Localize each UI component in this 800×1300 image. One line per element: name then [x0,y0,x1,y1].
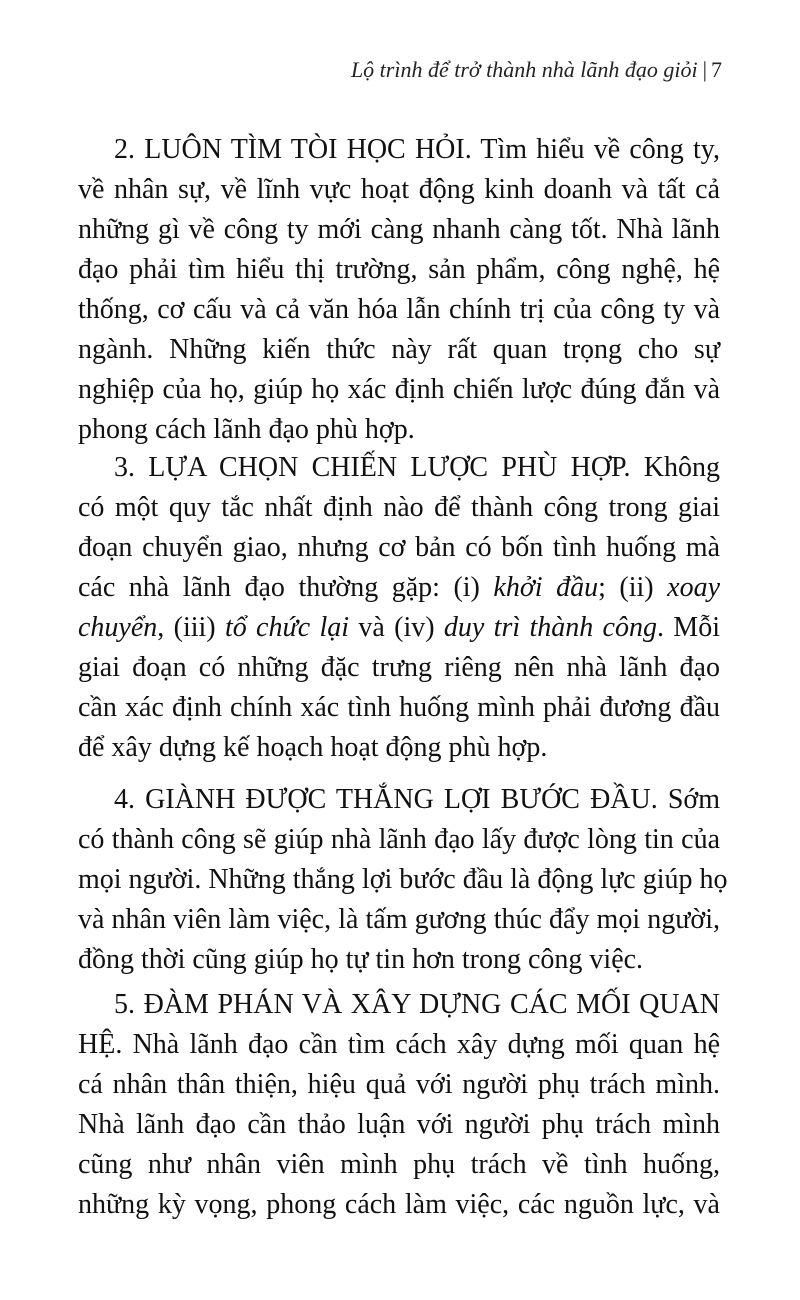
text-line [78,448,720,488]
text-line [78,1025,720,1065]
running-header [351,56,722,84]
paragraph-4 [78,780,728,980]
text-line [78,900,720,940]
text-line [78,330,720,370]
text-segment: nghiệp của họ, giúp họ xác định chiến lược đúng đắn và [78,374,720,405]
paragraph-2 [78,130,720,450]
text-line [78,608,720,648]
text-segment: phong cách lãnh đạo phù hợp. [78,414,415,445]
text-segment: 3. LỰA CHỌN CHIẾN LƯỢC PHÙ HỢP. Không [114,452,720,483]
italic-text: chuyển [78,612,158,643]
text-segment: 5. ĐÀM PHÁN VÀ XÂY DỰNG CÁC MỐI QUAN [114,989,720,1020]
text-segment: Nhà lãnh đạo cần thảo luận với người phụ trách mình [78,1109,720,1140]
text-segment: HỆ. Nhà lãnh đạo cần tìm cách xây dựng mối quan hệ [78,1029,720,1060]
text-line [78,290,720,330]
text-segment: đoạn chuyển giao, nhưng cơ bản có bốn tình huống mà [78,532,720,563]
text-segment: và nhân viên làm việc, là tấm gương thúc đẩy mọi người, [78,904,720,935]
text-line [78,370,720,410]
text-segment: có một quy tắc nhất định nào để thành công trong giai [78,492,720,523]
paragraph-3 [78,448,720,768]
text-line [78,1185,720,1225]
text-line [78,488,720,528]
text-line [78,1105,720,1145]
text-line [78,528,720,568]
text-line [78,648,720,688]
text-line [78,210,720,250]
text-line [78,688,720,728]
text-segment: những kỳ vọng, phong cách làm việc, các nguồn lực, và [78,1189,720,1220]
text-line [78,940,720,980]
text-line [78,820,720,860]
text-line [78,568,720,608]
text-segment: để xây dựng kế hoạch hoạt động phù hợp. [78,732,548,763]
text-line [78,780,720,820]
text-segment: 4. GIÀNH ĐƯỢC THẮNG LỢI BƯỚC ĐẦU. Sớm [114,784,720,815]
text-segment: . Mỗi [656,612,720,643]
text-segment: và (iv) [349,612,444,643]
text-segment: các nhà lãnh đạo thường gặp: (i) [78,572,494,603]
text-line [78,170,720,210]
text-line [78,1065,720,1105]
italic-text: xoay [667,572,720,603]
text-segment: đạo phải tìm hiểu thị trường, sản phẩm, công nghệ, hệ [78,254,720,285]
text-segment: 2. LUÔN TÌM TÒI HỌC HỎI. Tìm hiểu về công ty, [114,134,720,165]
text-line [78,250,720,290]
text-segment: ; (ii) [598,572,668,603]
italic-text: khởi đầu [493,572,599,603]
text-segment: cũng như nhân viên mình phụ trách về tình huống, [78,1149,720,1180]
text-segment: mọi người. Những thắng lợi bước đầu là động lực giúp họ [78,864,728,895]
text-line [78,130,720,170]
running-title: Lộ trình để trở thành nhà lãnh đạo giỏi [350,57,698,82]
text-segment: cá nhân thân thiện, hiệu quả với người phụ trách mình. [78,1069,720,1100]
text-line [78,410,720,450]
paragraph-5 [78,985,720,1225]
text-line [78,985,720,1025]
text-segment: về nhân sự, về lĩnh vực hoạt động kinh doanh và tất cả [78,174,720,205]
text-line [78,728,720,768]
text-segment: ngành. Những kiến thức này rất quan trọng cho sự [78,334,720,365]
text-segment: những gì về công ty mới càng nhanh càng tốt. Nhà lãnh [78,214,720,245]
text-line [78,860,728,900]
text-segment: giai đoạn có những đặc trưng riêng nên nhà lãnh đạo [78,652,720,683]
italic-text: duy trì thành công [443,612,657,643]
text-segment: đồng thời cũng giúp họ tự tin hơn trong công việc. [78,944,644,975]
text-segment: , (iii) [157,612,225,643]
text-line [78,1145,720,1185]
text-segment: có thành công sẽ giúp nhà lãnh đạo lấy được lòng tin của [78,824,720,855]
text-segment: thống, cơ cấu và cả văn hóa lẫn chính trị của công ty và [78,294,720,325]
italic-text: tổ chức lại [224,612,350,643]
page-number: 7 [711,57,722,82]
text-segment: cần xác định chính xác tình huống mình phải đương đầu [78,692,720,723]
header-divider: | [702,57,707,82]
